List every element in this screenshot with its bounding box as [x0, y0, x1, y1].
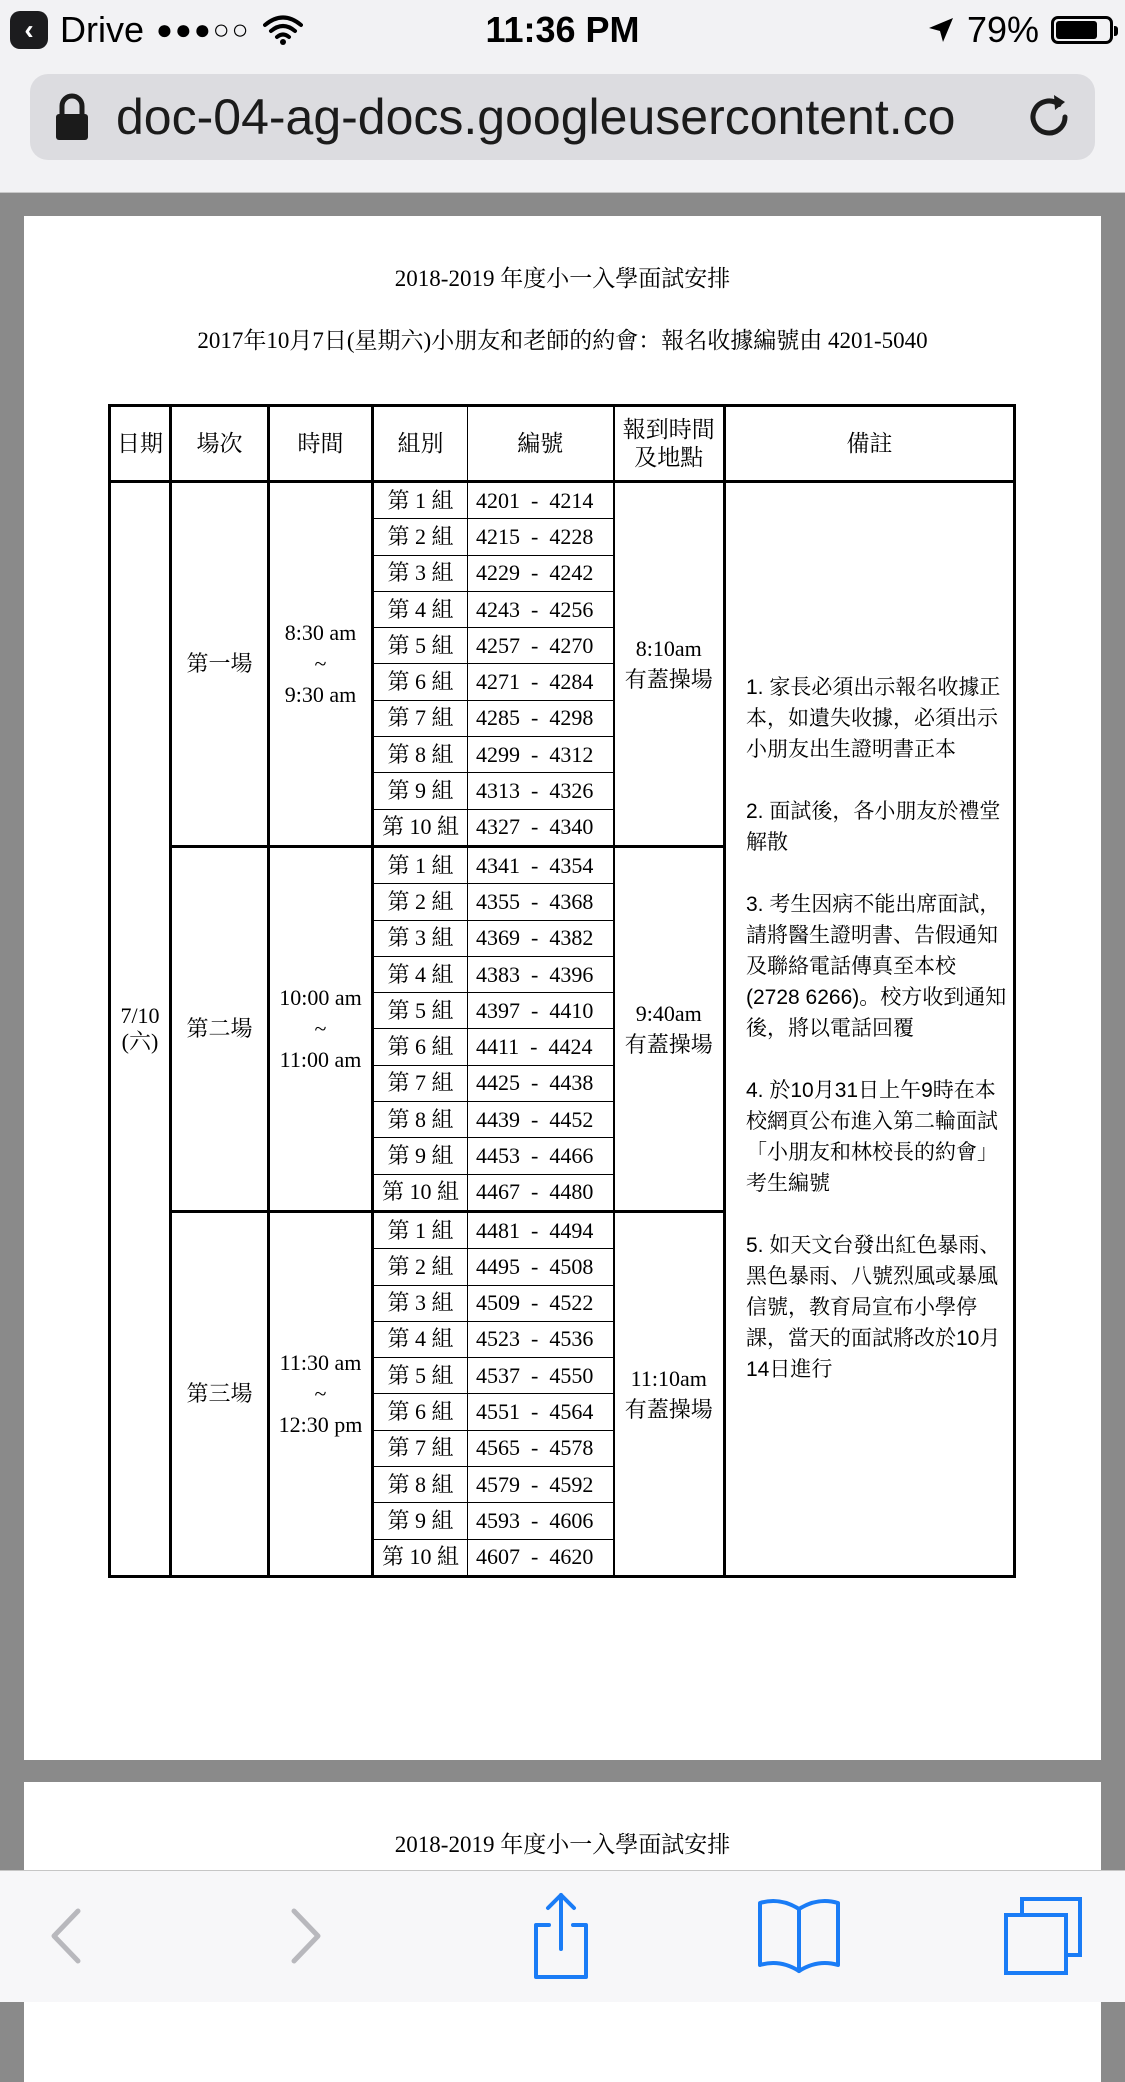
number-range-cell: [468, 773, 614, 809]
number-range: 4411 - 4424: [476, 1034, 593, 1060]
group-cell: 第 2 組: [373, 519, 468, 555]
number-range: 4453 - 4466: [476, 1142, 594, 1168]
wifi-icon: [263, 14, 303, 46]
number-range: 4439 - 4452: [476, 1106, 594, 1132]
number-range: 4607 - 4620: [476, 1544, 594, 1570]
time-end: 12:30 pm: [278, 1412, 363, 1438]
report-cell: [614, 846, 725, 1211]
number-range: 4551 - 4564: [476, 1399, 594, 1425]
chevron-left-icon: [54, 1911, 78, 1961]
number-range-cell: [468, 1467, 614, 1503]
back-to-app-button[interactable]: [10, 11, 48, 49]
session-time-cell: [269, 846, 373, 1211]
number-range: 4369 - 4382: [476, 925, 594, 951]
time-start: 11:30 am: [279, 1350, 362, 1376]
group-cell: 第 8 組: [373, 737, 468, 773]
date-line2: (六): [121, 1028, 159, 1054]
number-range-cell: [468, 519, 614, 555]
group-cell: 第 8 組: [373, 1467, 468, 1503]
header-date: 日期: [110, 406, 171, 482]
number-range: 4271 - 4284: [476, 669, 594, 695]
tabs-button[interactable]: [1000, 1891, 1090, 1981]
number-range-cell: [468, 1174, 614, 1211]
number-range: 4495 - 4508: [476, 1253, 594, 1279]
group-cell: 第 3 組: [373, 1285, 468, 1321]
number-range: 4509 - 4522: [476, 1290, 594, 1316]
number-range: 4467 - 4480: [476, 1179, 594, 1205]
note-item: 3. 考生因病不能出席面試，請將醫生證明書、告假通知及聯絡電話傳真至本校 (2728 6266)。校方收到通知後，將以電話回覆: [746, 893, 1007, 1041]
group-cell: 第 4 組: [373, 591, 468, 627]
group-cell: 第 6 組: [373, 664, 468, 700]
number-range: 4243 - 4256: [476, 596, 594, 622]
report-time: 8:10am: [635, 635, 702, 661]
number-range-cell: [468, 1102, 614, 1138]
number-range-cell: [468, 809, 614, 846]
group-cell: 第 8 組: [373, 1102, 468, 1138]
bookmarks-button[interactable]: [754, 1891, 844, 1981]
document-subtitle: 2017年10月7日(星期六)小朋友和老師的約會：報名收據編號由 4201-5040: [197, 328, 928, 353]
number-range: 4523 - 4536: [476, 1326, 594, 1352]
header-report: [614, 406, 725, 482]
status-time: 11:36 PM: [485, 9, 640, 50]
number-range: 4257 - 4270: [476, 632, 594, 658]
status-left: [10, 8, 303, 52]
number-range-cell: [468, 1430, 614, 1466]
number-range-cell: [468, 1249, 614, 1285]
number-range-cell: [468, 1065, 614, 1101]
number-range: 4565 - 4578: [476, 1435, 594, 1461]
document-page-1: [24, 216, 1101, 1760]
number-range: 4579 - 4592: [476, 1471, 594, 1497]
group-cell: 第 9 組: [373, 773, 468, 809]
status-right: [927, 8, 1113, 52]
group-cell: 第 10 組: [373, 809, 468, 846]
number-range: 4313 - 4326: [476, 778, 594, 804]
number-range: 4537 - 4550: [476, 1362, 594, 1388]
number-range-cell: [468, 1138, 614, 1174]
header-number: 編號: [468, 406, 614, 482]
number-range-cell: [468, 1394, 614, 1430]
date-line1: 7/10: [120, 1002, 160, 1028]
lock-icon: [54, 92, 90, 142]
number-range-cell: [468, 628, 614, 664]
number-range-cell: [468, 591, 614, 627]
number-range: 4299 - 4312: [476, 741, 594, 767]
report-time: 9:40am: [635, 1000, 702, 1026]
number-range: 4285 - 4298: [476, 705, 594, 731]
session-cell: 第二場: [171, 846, 269, 1211]
number-range: 4327 - 4340: [476, 814, 594, 840]
number-range-cell: [468, 664, 614, 700]
time-end: 11:00 am: [279, 1047, 362, 1073]
time-end: 9:30 am: [284, 682, 357, 708]
number-range: 4593 - 4606: [476, 1507, 594, 1533]
tabs-icon: [1006, 1899, 1080, 1973]
header-session: 場次: [171, 406, 269, 482]
group-cell: 第 3 組: [373, 555, 468, 591]
group-cell: 第 1 組: [373, 846, 468, 883]
session-cell: 第三場: [171, 1211, 269, 1576]
number-range: 4341 - 4354: [476, 852, 594, 878]
number-range-cell: [468, 884, 614, 920]
group-cell: 第 9 組: [373, 1503, 468, 1539]
time-separator: ~: [314, 1381, 327, 1407]
number-range-cell: [468, 956, 614, 992]
group-cell: 第 2 組: [373, 884, 468, 920]
book-icon: [760, 1901, 838, 1971]
next-page-title: 2018-2019 年度小一入學面試安排: [394, 1832, 731, 1857]
number-range-cell: [468, 1285, 614, 1321]
number-range-cell: [468, 700, 614, 736]
number-range: 4229 - 4242: [476, 560, 594, 586]
group-cell: 第 10 組: [373, 1539, 468, 1576]
group-cell: 第 7 組: [373, 1065, 468, 1101]
back-button[interactable]: [22, 1891, 112, 1981]
reload-icon[interactable]: [1021, 89, 1077, 145]
back-app-label[interactable]: Drive: [60, 9, 145, 50]
note-item: 2. 面試後，各小朋友於禮堂解散: [746, 800, 1001, 855]
session-time-cell: [269, 482, 373, 847]
forward-button[interactable]: [260, 1891, 350, 1981]
session-cell: 第一場: [171, 482, 269, 847]
report-cell: [614, 1211, 725, 1576]
number-range-cell: [468, 993, 614, 1029]
group-cell: 第 1 組: [373, 1211, 468, 1248]
report-cell: [614, 482, 725, 847]
group-cell: 第 6 組: [373, 1029, 468, 1065]
group-cell: 第 2 組: [373, 1249, 468, 1285]
number-range: 4425 - 4438: [476, 1070, 594, 1096]
number-range: 4215 - 4228: [476, 523, 594, 549]
number-range: 4481 - 4494: [476, 1217, 594, 1243]
group-cell: 第 7 組: [373, 700, 468, 736]
group-cell: 第 5 組: [373, 993, 468, 1029]
group-cell: 第 6 組: [373, 1394, 468, 1430]
battery-percentage: 79%: [966, 9, 1039, 50]
report-place: 有蓋操場: [624, 1031, 713, 1057]
number-range-cell: [468, 737, 614, 773]
session-time-cell: [269, 1211, 373, 1576]
number-range-cell: [468, 1539, 614, 1576]
note-item: 5. 如天文台發出紅色暴雨、黑色暴雨、八號烈風或暴風信號，教育局宣布小學停課，當天的面試將改於10月14日進行: [746, 1234, 1001, 1382]
number-range: 4355 - 4368: [476, 888, 594, 914]
number-range-cell: [468, 1358, 614, 1394]
time-separator: ~: [314, 1016, 327, 1042]
browser-toolbar: [0, 1870, 1125, 2002]
time-start: 8:30 am: [284, 620, 357, 646]
group-cell: 第 10 組: [373, 1174, 468, 1211]
address-bar-area: [0, 62, 1125, 193]
header-time: 時間: [269, 406, 373, 482]
group-cell: 第 1 組: [373, 482, 468, 519]
header-group: 組別: [373, 406, 468, 482]
number-range: 4383 - 4396: [476, 961, 594, 987]
report-place: 有蓋操場: [624, 1396, 713, 1422]
group-cell: 第 3 組: [373, 920, 468, 956]
report-place: 有蓋操場: [624, 666, 713, 692]
number-range: 4201 - 4214: [476, 487, 594, 513]
time-start: 10:00 am: [279, 985, 362, 1011]
address-bar[interactable]: [30, 74, 1095, 160]
date-cell: [110, 482, 171, 1577]
battery-icon: [1051, 16, 1113, 44]
group-cell: 第 4 組: [373, 956, 468, 992]
notes-cell: [725, 482, 1015, 1577]
chevron-right-icon: [294, 1911, 318, 1961]
number-range-cell: [468, 1211, 614, 1248]
group-cell: 第 4 組: [373, 1321, 468, 1357]
number-range-cell: [468, 1029, 614, 1065]
number-range-cell: [468, 1503, 614, 1539]
table-header-row: [110, 406, 1015, 482]
note-item: 1. 家長必須出示報名收據正本，如遺失收據，必須出示小朋友出生證明書正本: [746, 676, 1001, 762]
table-row: [110, 482, 1015, 519]
number-range: 4397 - 4410: [476, 997, 594, 1023]
report-time: 11:10am: [630, 1365, 707, 1391]
interview-schedule-table: [108, 404, 1016, 1578]
signal-strength: ●●●○○: [156, 14, 251, 45]
share-button[interactable]: [516, 1891, 606, 1981]
note-item: 4. 於10月31日上午9時在本校網頁公布進入第二輪面試「小朋友和林校長的約會」考生編號: [746, 1079, 998, 1196]
number-range-cell: [468, 555, 614, 591]
url-text[interactable]: doc-04-ag-docs.googleusercontent.co: [116, 89, 956, 145]
location-arrow-icon: [927, 16, 955, 44]
header-notes: 備註: [725, 406, 1015, 482]
number-range-cell: [468, 482, 614, 519]
number-range-cell: [468, 846, 614, 883]
group-cell: 第 5 組: [373, 1358, 468, 1394]
header-report-line1: 報到時間: [622, 416, 715, 442]
number-range-cell: [468, 920, 614, 956]
group-cell: 第 5 組: [373, 628, 468, 664]
share-icon: [536, 1895, 586, 1977]
group-cell: 第 9 組: [373, 1138, 468, 1174]
status-bar: [0, 0, 1125, 62]
time-separator: ~: [314, 651, 327, 677]
group-cell: 第 7 組: [373, 1430, 468, 1466]
back-arrow-icon: ‹: [24, 14, 34, 45]
header-report-line2: 及地點: [634, 444, 704, 470]
number-range-cell: [468, 1321, 614, 1357]
document-title: 2018-2019 年度小一入學面試安排: [394, 266, 731, 291]
battery-fill: [1056, 21, 1097, 39]
table-body: [110, 482, 1015, 1577]
